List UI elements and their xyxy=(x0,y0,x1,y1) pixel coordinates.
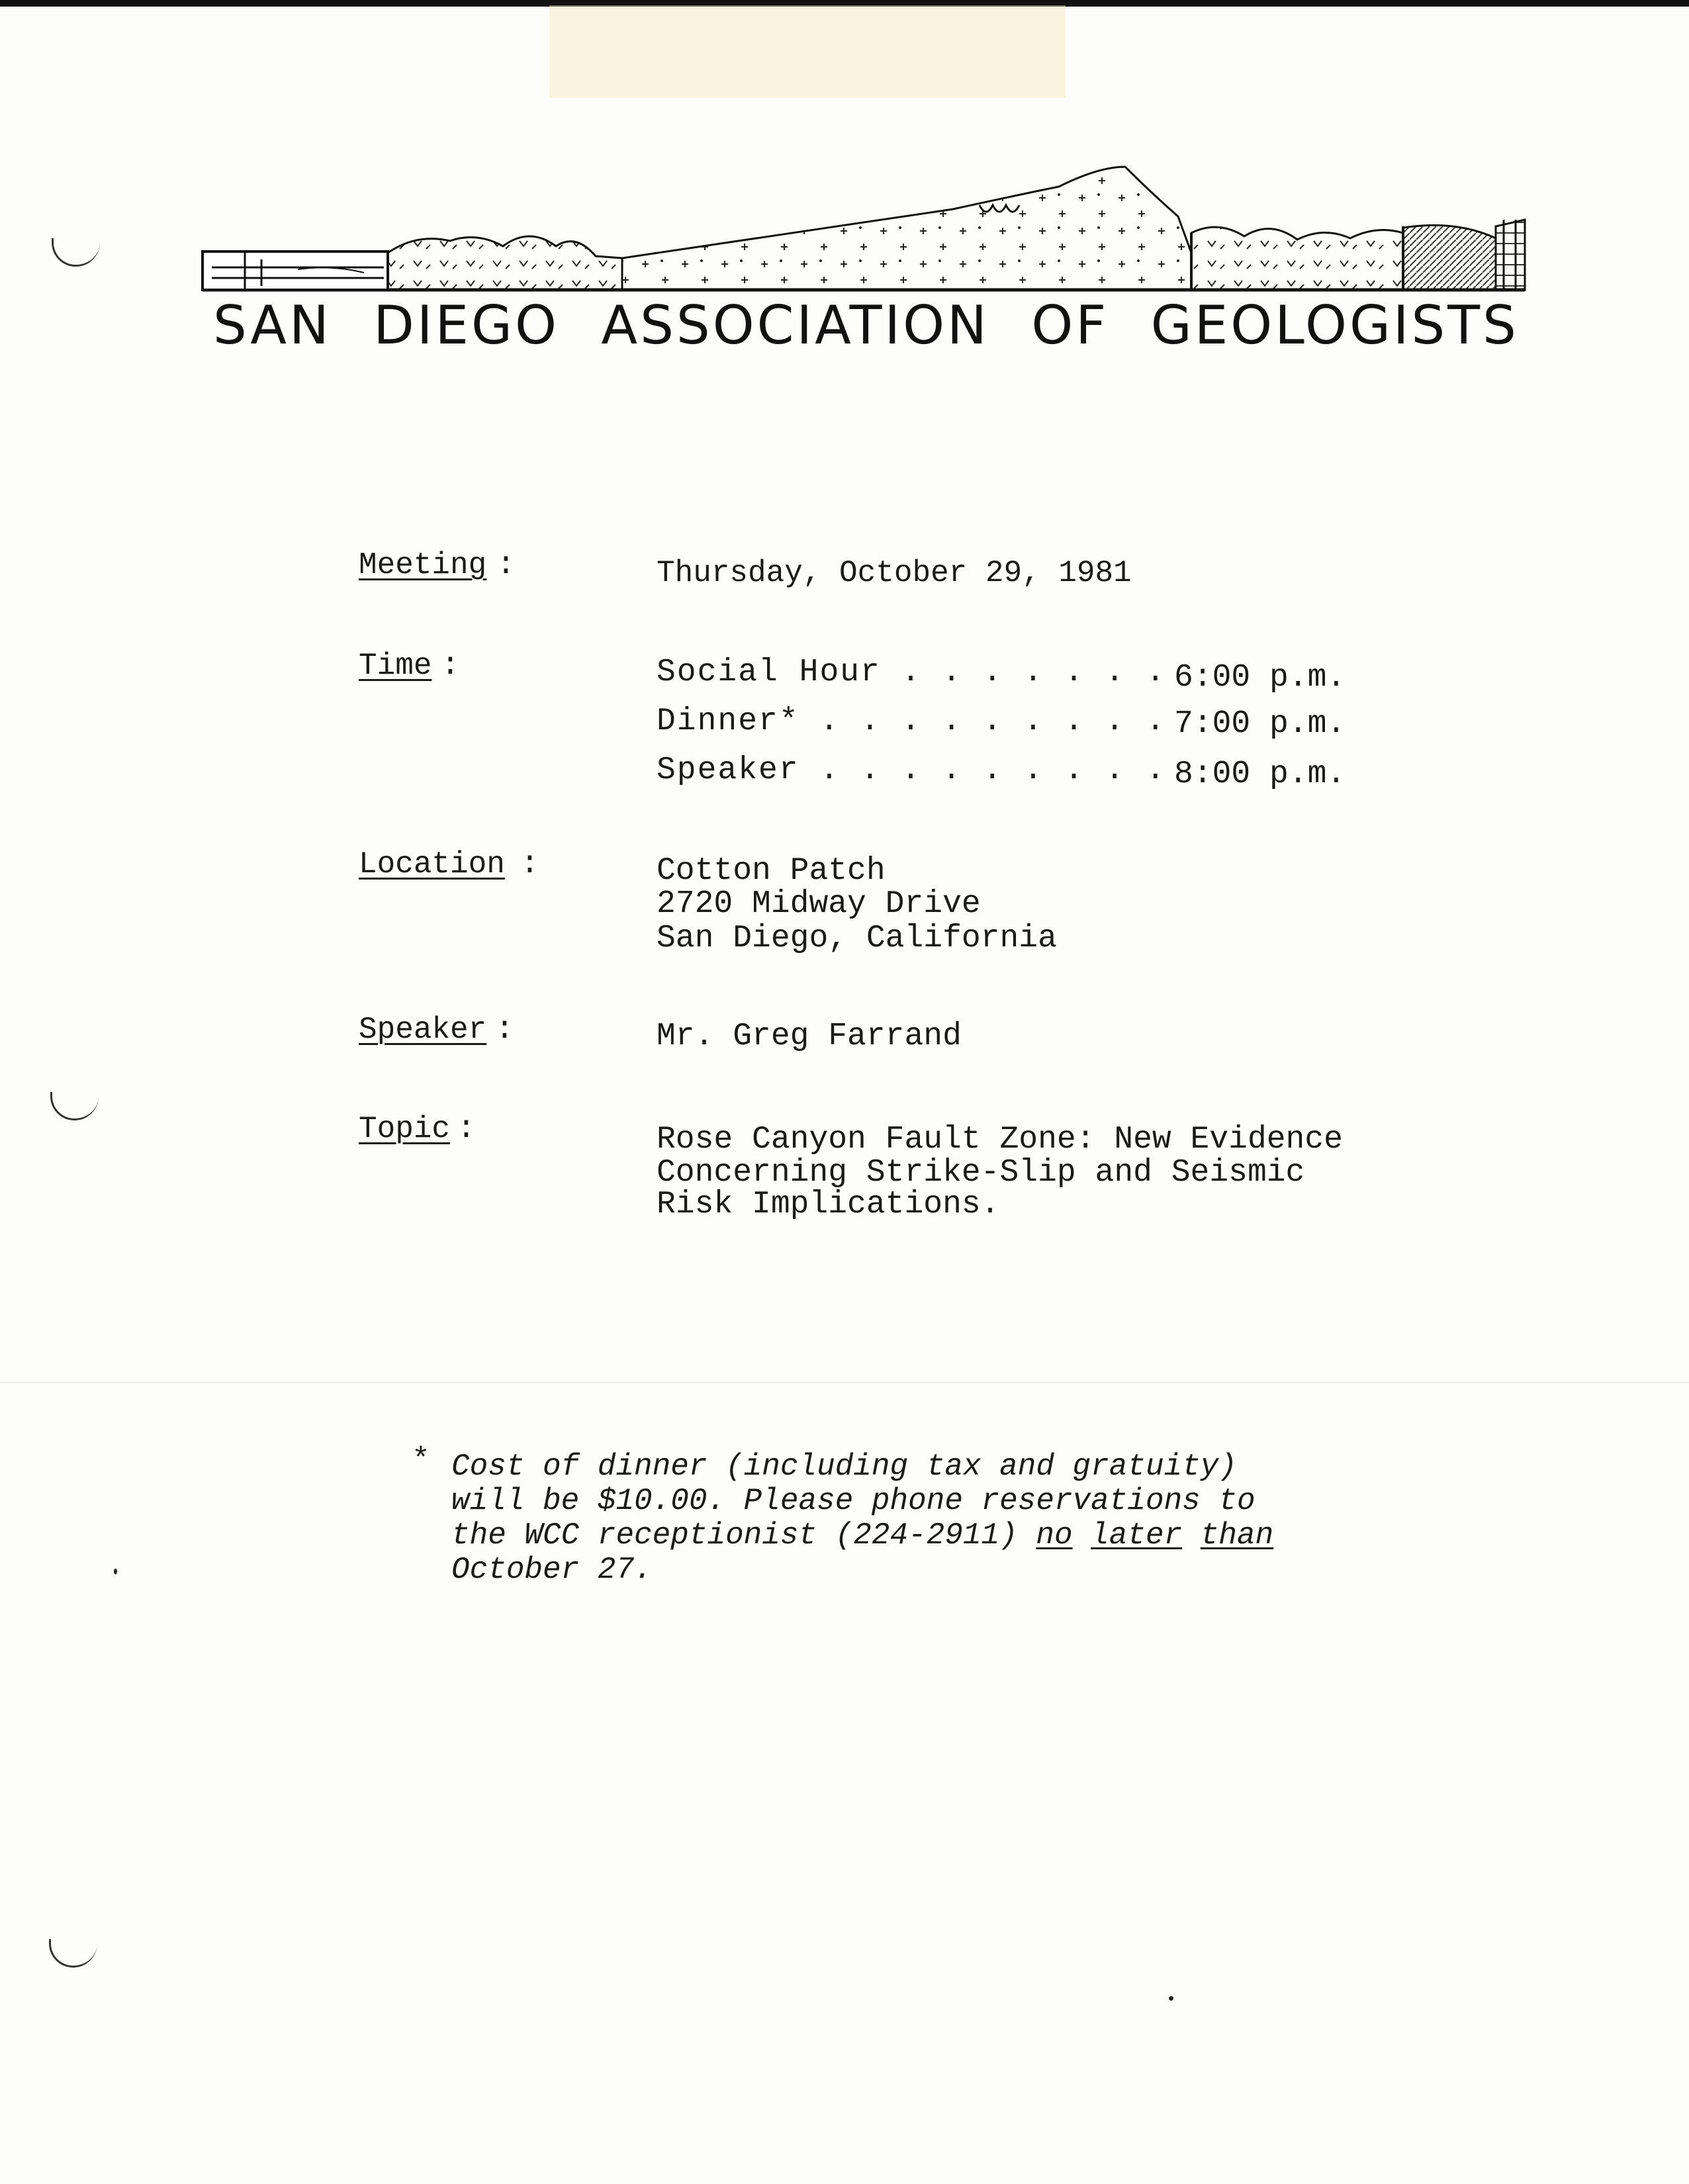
footnote-line: October 27. xyxy=(451,1553,653,1587)
location-line: 2720 Midway Drive xyxy=(657,886,981,922)
time-label: Time xyxy=(359,649,432,683)
location-label: Location xyxy=(359,847,505,882)
topic-label: Topic xyxy=(359,1112,451,1146)
topic-line: Rose Canyon Fault Zone: New Evidence xyxy=(657,1122,1343,1158)
time-colon: : xyxy=(441,648,460,684)
binder-hole-mark xyxy=(50,1092,99,1120)
topic-colon: : xyxy=(457,1111,476,1147)
fold-line xyxy=(0,1382,1689,1383)
schedule-event: Speaker . . . . . . . . . xyxy=(657,752,1167,788)
tape-stain xyxy=(549,5,1066,98)
meeting-date: Thursday, October 29, 1981 xyxy=(657,556,1132,590)
speaker-name: Mr. Greg Farrand xyxy=(657,1019,962,1054)
geology-cross-section-logo xyxy=(199,154,1530,296)
schedule-event: Social Hour . . . . . . . xyxy=(657,655,1167,690)
ink-speck xyxy=(114,1569,117,1574)
schedule-event: Dinner* . . . . . . . . . xyxy=(657,704,1167,739)
meeting-label: Meeting xyxy=(359,548,487,582)
binder-hole-mark xyxy=(52,238,100,267)
underlined-word: no xyxy=(1036,1518,1073,1553)
underlined-word: than xyxy=(1200,1518,1274,1553)
footnote-line xyxy=(451,1518,1273,1553)
underlined-word: later xyxy=(1091,1518,1183,1553)
schedule-time: 8:00 p.m. xyxy=(1174,756,1346,792)
ink-speck xyxy=(1169,1996,1173,2001)
location-colon: : xyxy=(520,846,539,882)
speaker-colon: : xyxy=(495,1012,514,1048)
meeting-colon: : xyxy=(496,547,516,583)
speaker-label: Speaker xyxy=(359,1013,487,1047)
footnote-line-prefix: the WCC receptionist (224-2911) xyxy=(451,1518,1036,1553)
footnote-line: Cost of dinner (including tax and gratuity) xyxy=(451,1449,1237,1484)
location-line: San Diego, California xyxy=(657,921,1057,956)
topic-line: Concerning Strike-Slip and Seismic xyxy=(657,1155,1305,1191)
schedule-time: 7:00 p.m. xyxy=(1174,706,1346,742)
footnote-line: will be $10.00. Please phone reservations to xyxy=(451,1484,1255,1518)
binder-hole-mark xyxy=(49,1939,97,1968)
footnote-marker: * xyxy=(412,1443,430,1477)
location-line: Cotton Patch xyxy=(657,853,886,889)
organization-name: SAN DIEGO ASSOCIATION OF GEOLOGISTS xyxy=(213,295,1519,356)
topic-line: Risk Implications. xyxy=(657,1187,1000,1222)
schedule-time: 6:00 p.m. xyxy=(1174,660,1346,696)
